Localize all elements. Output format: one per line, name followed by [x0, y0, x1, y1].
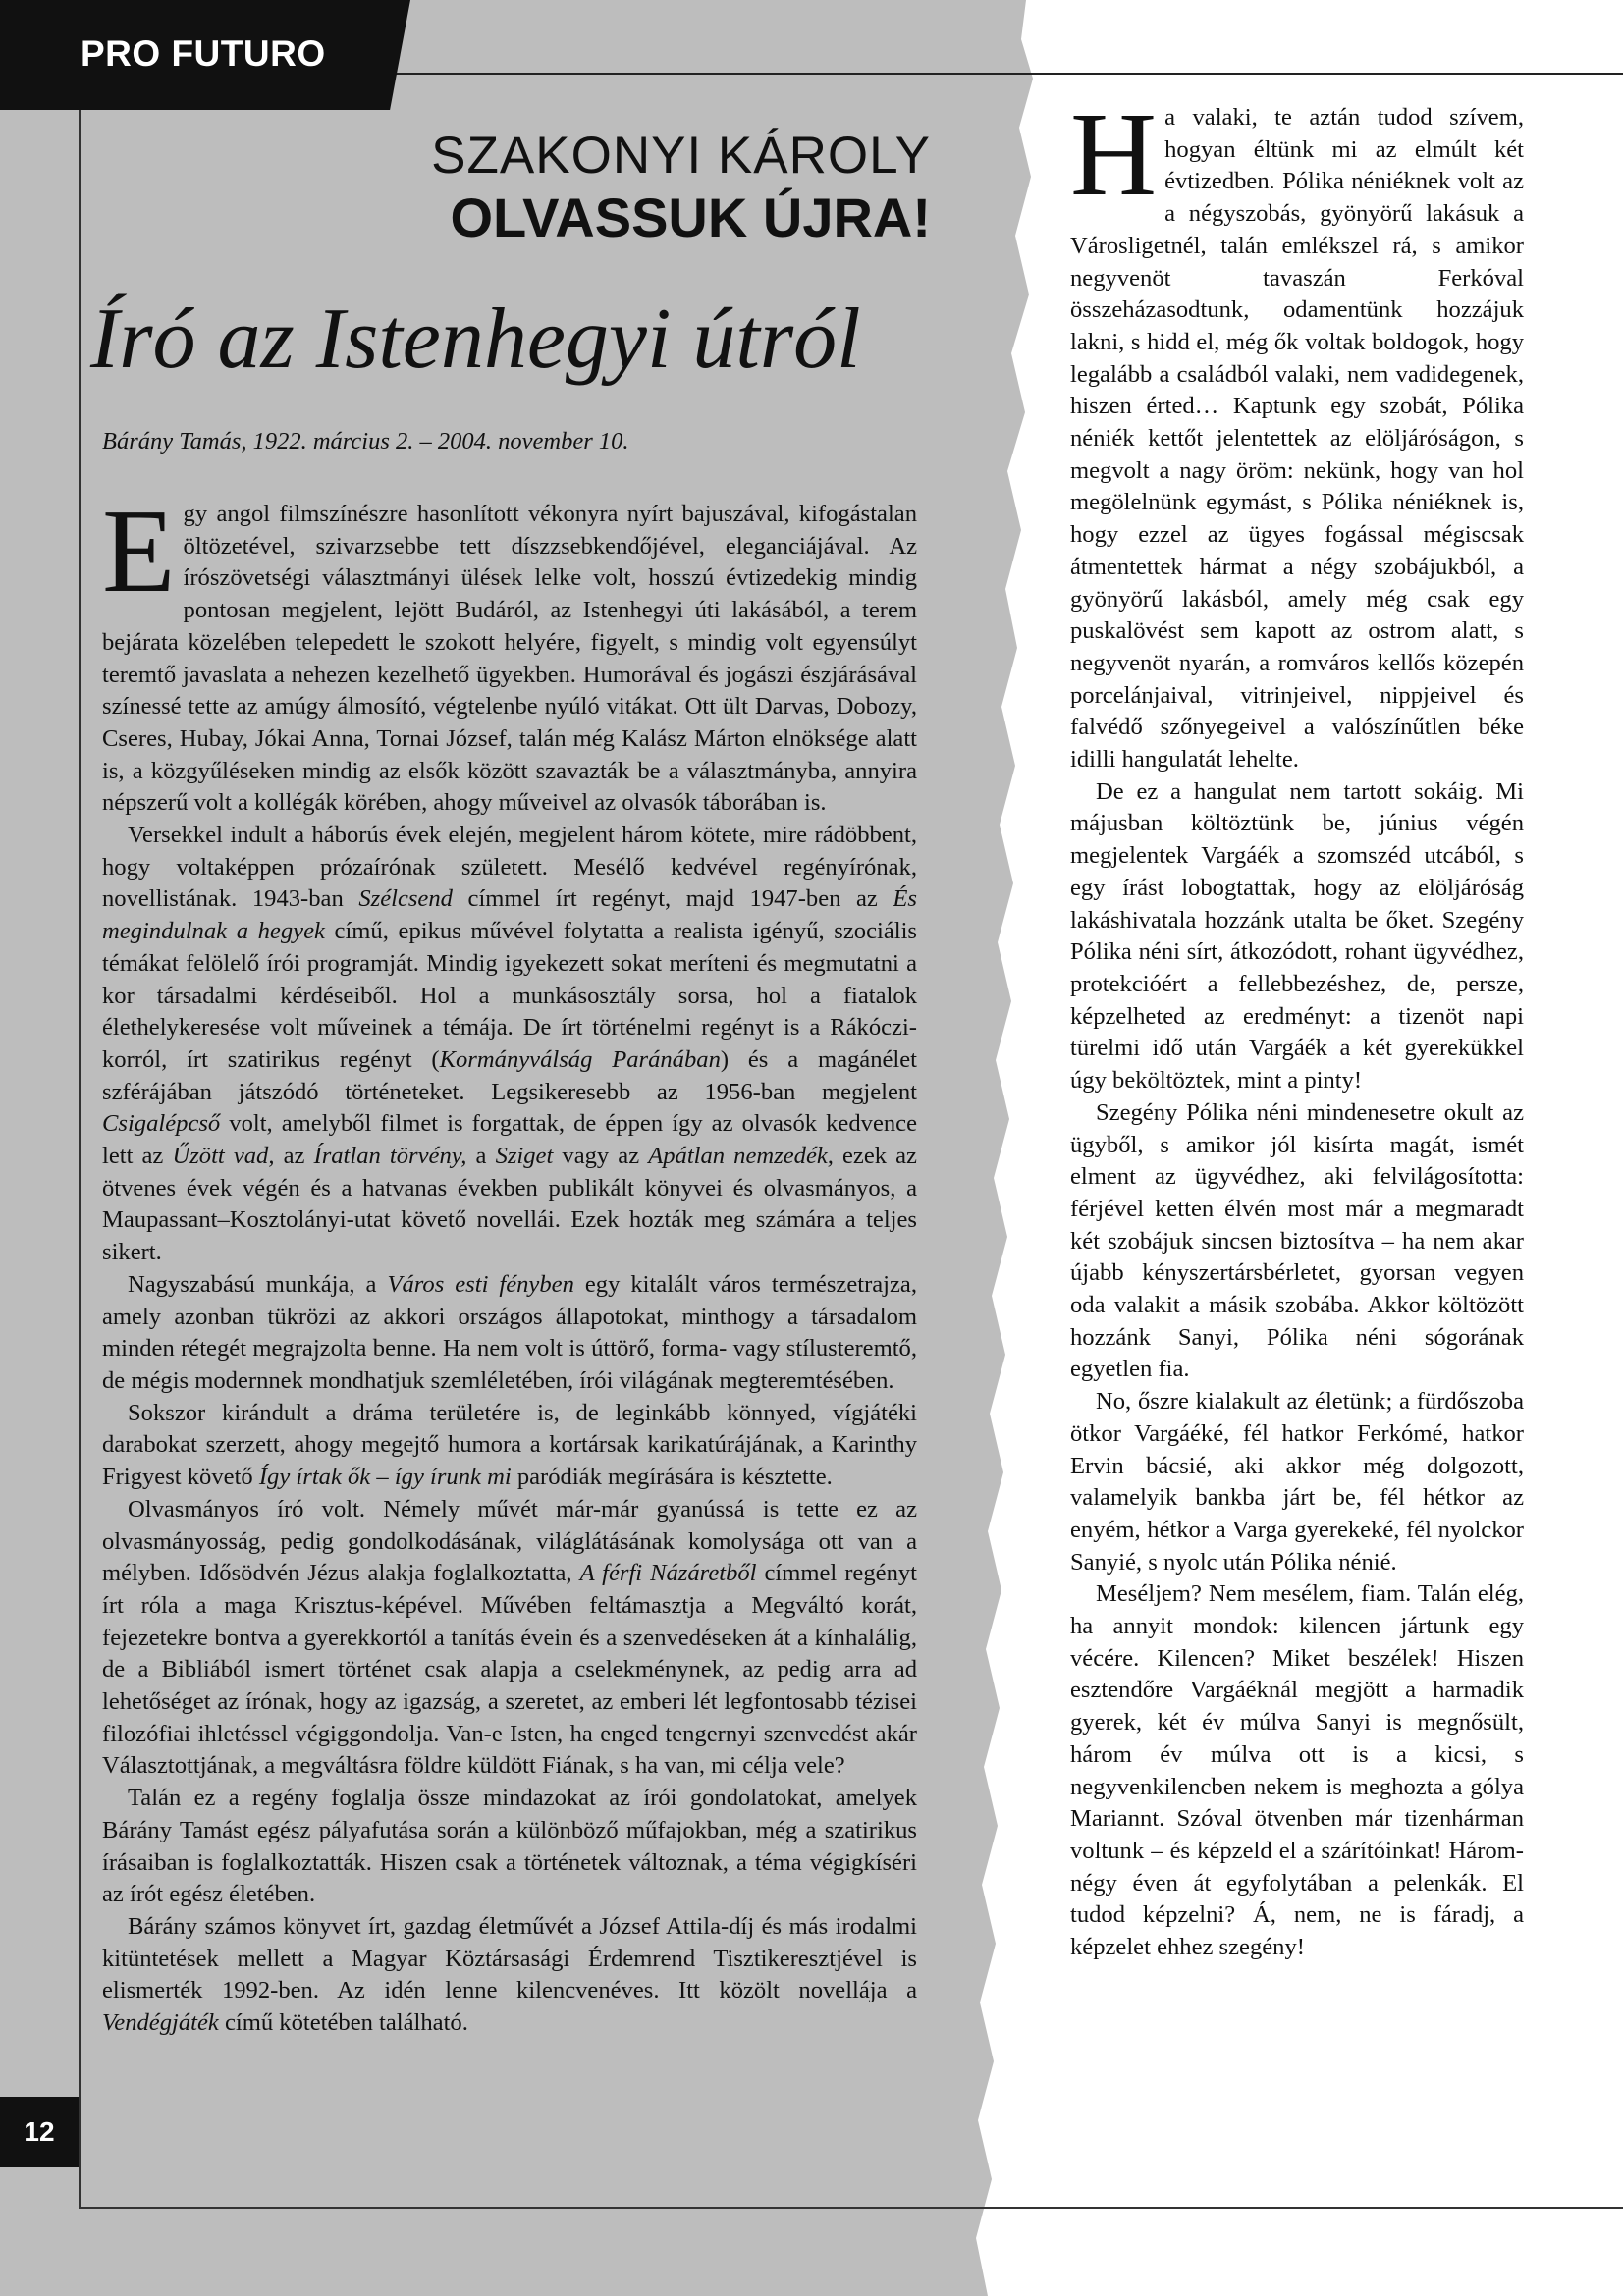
- paragraph: [1070, 1386, 1524, 1578]
- text-run: a: [466, 1143, 496, 1170]
- left-column-text: [102, 485, 917, 2040]
- text-run: ) és a magánélet szférájában játszódó történeteket. Legsikeresebb az 1956-ban megjelent: [102, 1045, 917, 1105]
- text-run: Versekkel indult a háborús évek elején, megjelent három kötete, mire rádöbbent, hogy voltaképpen prózaírónak született. Mesélő kedvével regényírónak, novellistának. 1943-ban: [102, 822, 917, 913]
- text-run: Bárány számos könyvet írt, gazdag életművét a József Attila-díj és más irodalmi kitüntetések mellett a Magyar Köztársasági Érdemrend Tisztikeresztjével is elismerték 1992-ben. Az idén lenne kilencvenéves. Itt közölt novellája a: [102, 1912, 917, 2004]
- text-run: De ez a hangulat nem tartott sokáig. Mi májusban költöztünk be, június végén megjelentek Vargáék a szomszéd utcából, s egy írást lobogtattak, hogy az elöljáróság lakáshivatala hozzánk utalta be őket. Szegény Pólika néni sírt, átkozódott, rohant ügyvédhez, protekcióért a fellebbezéshez, de, persze, képzelheted az eredményt: a tizenöt napi türelmi idő után Vargáék a két gyerekükkel úgy beköltöztek, mint a pinty!: [1070, 777, 1524, 1095]
- text-run: Olvasmányos író volt. Némely művét már-már gyanússá is tette ez az olvasmányosság, pedig gondolkodásának, világlátásának komolysága ott van a mélyben. Idősödvén Jézus alakja foglalkoztatta,: [102, 1495, 917, 1587]
- italic-text: Apátlan nemzedék,: [648, 1143, 834, 1170]
- drop-cap: E: [102, 485, 176, 617]
- italic-text: Vendégjáték: [102, 2009, 219, 2037]
- paragraph: [1070, 1578, 1524, 1963]
- text-run: címmel írt regényt, majd 1947-ben az: [452, 885, 893, 913]
- text-run: Nagyszabású munkája, a: [128, 1270, 388, 1298]
- text-run: No, őszre kialakult az életünk; a fürdőszoba ötkor Vargáéké, fél hatkor Ferkómé, hatkor Ervin bácsié, aki akkor még dolgozott, valamelyik bankba járt be, fél hétkor az enyém, hétkor a Varga gyerekeké, fél nyolckor Sanyié, s nyolc után Pólika nénié.: [1070, 1388, 1524, 1575]
- article-kicker: [431, 126, 931, 249]
- section-label: PRO FUTURO: [81, 33, 326, 74]
- paragraph: [1070, 1097, 1524, 1386]
- header-rule: [393, 73, 1623, 75]
- text-run: gy angol filmszínészre hasonlított vékonyra nyírt bajuszával, kifogástalan öltözetével, szivarzsebbe tett díszzsebkendőjével, eleganciájával. Az írószövetségi választmányi ülések lelke volt, hosszú évtizedekig mindig pontosan megjelent, lejött Budáról, az Istenhegyi úti lakásából, a terem bejárata közelében telepedett le szokott helyére, figyelt, s mindig volt egyensúlyt teremtő javaslata a nehezen kezelhető ügyekben. Humorával és jogászi észjárásával színessé tette az amúgy álmosító, végtelenbe nyúló vitákat. Ott ült Darvas, Dobozy, Cseres, Hubay, Jókai Anna, Tornai József, talán még Kalász Márton elnöksége alatt is, a közgyűléseken mindig az elsők között szavazták be a választmányba, annyira népszerű volt a kollégák körében, ahogy műveivel az olvasók táborában is.: [102, 501, 917, 817]
- text-run: a valaki, te aztán tudod szívem, hogyan éltünk mi az elmúlt két évtizedben. Pólika néniéknek volt az a négyszobás, gyönyörű lakásuk a Városligetnél, talán emlékszel rá, s amikor negyvenöt tavaszán Ferkóval összeházasodtunk, odamentünk hozzájuk lakni, s hidd el, még ők voltak boldogok, hogy legalább a családból valaki, nem vadidegenek, hiszen érted… Kaptunk egy szobát, Pólika néniék kettőt jelentettek az elöljáróságon, s megvolt a nagy öröm: nekünk, hogy van hol megölelnünk egymást, s Pólika néniéknek is, hogy ezzel az ügyes fogással mégiscsak átmentettek hármat a négy szobájukból, a gyönyörű lakásból, amely még csak egy puskalövést sem kapott az ostrom alatt, s negyvenöt nyarán, a romváros kellős közepén porcelánjaival, vitrinjeivel, nippjeivel és falvédő szőnyegeivel a valószínűtlen béke idilli hangulatát lehelte.: [1070, 104, 1524, 774]
- italic-text: És megindulnak a hegyek: [102, 885, 917, 945]
- text-run: című, epikus művével folytatta a realista igényű, szociális témákat felölelő írói programját. Mindig igyekezett sokat meríteni és megmutatni a kor társadalmi kérdéseiből. Hol a munkásosztály sorsa, hol a fiatalok élethelykeresése volt műveinek a témája. De írt történelmi regényt is a Rákóczi-korról, írt szatirikus regényt (: [102, 918, 917, 1073]
- italic-text: Űzött vad,: [172, 1143, 275, 1170]
- series-title: OLVASSUK ÚJRA!: [450, 187, 931, 248]
- text-run: vagy az: [553, 1143, 649, 1170]
- author-name: SZAKONYI KÁROLY: [431, 127, 931, 185]
- paragraph: [102, 1494, 917, 1783]
- right-column-text: [1070, 88, 1524, 1964]
- text-run: ezek az ötvenes évek végén és a hatvanas években publikált könyvei és olvasmányos, a Maupassant–Kosztolányi-utat követő novellái. Ezek hozták meg számára a teljes sikert.: [102, 1143, 917, 1266]
- text-run: Sokszor kirándult a dráma területére is, de leginkább könnyed, vígjátéki darabokat szerzett, ahogy megejtő humora a kortársak karikatúrájának, a Karinthy Frigyest követő: [102, 1399, 917, 1491]
- text-run: volt, amelyből filmet is forgattak, de éppen így az olvasók kedvence lett az: [102, 1110, 917, 1170]
- paragraph: [102, 1783, 917, 1911]
- italic-text: Így írtak ők – így írunk mi: [258, 1464, 512, 1491]
- italic-text: A férfi Názáretből: [579, 1560, 757, 1587]
- paragraph: [102, 485, 917, 820]
- paragraph: [102, 1269, 917, 1398]
- paragraph: [1070, 88, 1524, 776]
- text-run: Talán ez a regény foglalja össze mindazokat az írói gondolatokat, amelyek Bárány Tamást egész pályafutása során a különböző műfajokban, még a szatirikus írásaiban is foglalkoztatták. Hiszen csak a történetek változnak, a téma végigkíséri az írót egész életében.: [102, 1785, 917, 1908]
- italic-text: Kormányválság Paránában: [439, 1045, 721, 1073]
- text-run: az: [274, 1143, 314, 1170]
- italic-text: Íratlan törvény,: [313, 1143, 467, 1170]
- italic-text: Csigalépcső: [102, 1110, 221, 1138]
- left-frame-rule: [79, 108, 81, 2209]
- text-run: Meséljem? Nem mesélem, fiam. Talán elég, ha annyit mondok: kilencen jártunk egy vécére. Kilencen? Miket beszélek! Hiszen esztendőre Vargáéknál megjött a harmadik gyerek, két év múlva Sanyi is megnősült, három év múlva ott is a kicsi, s negyvenkilencben nekem is meghozta a gólya Mariannt. Szóval ötvenben már tizenhárman voltunk – és képzeld el a szárítóinkat! Három-négy éven át egyfolytában a pelenkák. El tudod képzelni? Á, nem, ne is fáradj, a képzelet ehhez szegény!: [1070, 1580, 1524, 1961]
- paragraph: [102, 820, 917, 1269]
- bottom-frame-rule: [79, 2207, 1623, 2209]
- text-run: paródiák megírására is késztette.: [511, 1464, 833, 1491]
- italic-text: Város esti fényben: [387, 1270, 574, 1298]
- paragraph: [102, 1398, 917, 1494]
- article-title: Író az Istenhegyi útról: [90, 292, 861, 387]
- paragraph: [102, 1911, 917, 2040]
- page-number: 12: [0, 2097, 79, 2167]
- text-run: című kötetében található.: [218, 2009, 468, 2037]
- drop-cap: H: [1070, 88, 1158, 221]
- text-run: címmel regényt írt róla a maga Krisztus-képével. Művében feltámasztja a Megváltó korát, fejezetekre bontva a gyerekkortól a tanítás évein és a szenvedéseken át a kínhalálig, de a Bibliából ismert történet csak alapja a cselekménynek, az pedig arra ad lehetőséget az írónak, hogy az igazság, a szeretet, az emberi lét legfontosabb tézisei filozófiai ihletéssel végiggondolja. Van-e Isten, ha enged tengernyi szenvedést akár Választottjának, a megváltásra földre küldött Fiának, s ha van, mi célja vele?: [102, 1560, 917, 1780]
- text-run: Szegény Pólika néni mindenesetre okult az ügyből, s amikor jól kisírta magát, ismét elment az ügyvédhez, aki felvilágosította: férjével ketten élvén most már a megmaradt két szobájuk sincsen biztosítva – ha nem akar újabb kényszertársbérletet, gyorsan vegyen oda valakit a másik szobába. Akkor költözött hozzánk Sanyi, Pólika néni sógorának egyetlen fia.: [1070, 1098, 1524, 1383]
- text-run: egy kitalált város természetrajza, amely azonban tükrözi az akkori országos állapotokat, minthogy a társadalom minden rétegét megrajzolta benne. Ha nem volt is úttörő, forma- vagy stílusteremtő, de mégis modernnek mondhatjuk szemléletében, írói világának megteremtésében.: [102, 1270, 917, 1394]
- paragraph: [1070, 776, 1524, 1097]
- italic-text: Sziget: [495, 1143, 554, 1170]
- byline: Bárány Tamás, 1922. március 2. – 2004. november 10.: [102, 428, 629, 454]
- italic-text: Szélcsend: [358, 885, 453, 913]
